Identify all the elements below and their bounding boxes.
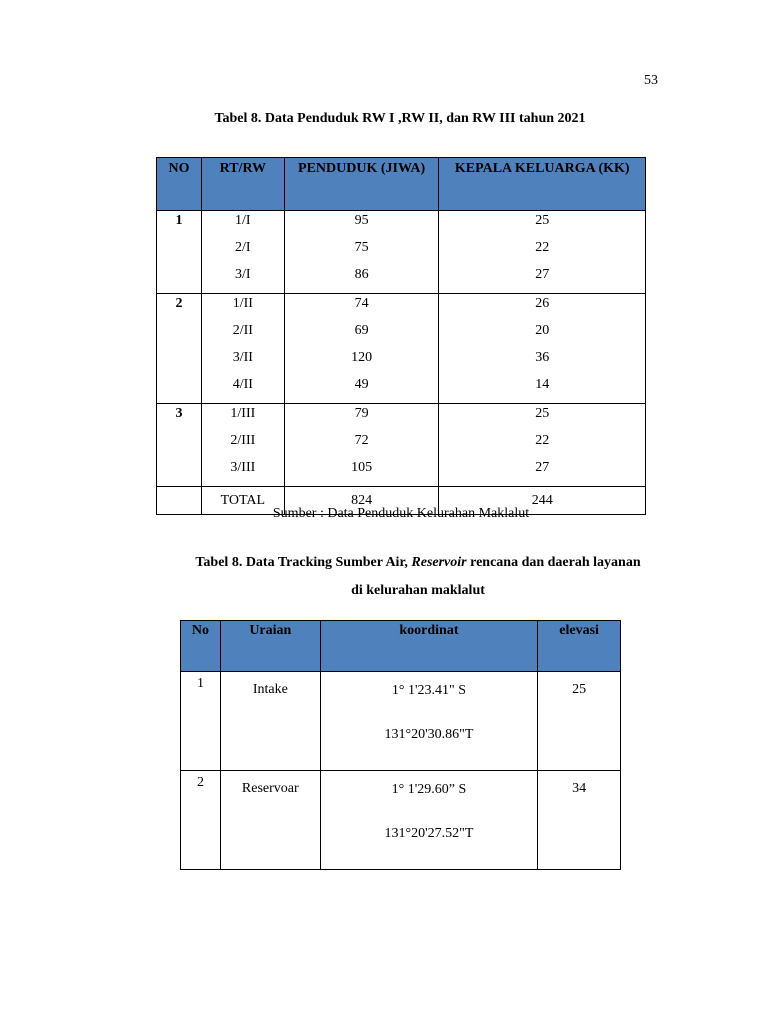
table1-source: Sumber : Data Penduduk Kelurahan Maklalut <box>272 506 530 521</box>
row-elevasi: 25 <box>538 672 621 771</box>
total-label: TOTAL <box>201 487 284 515</box>
header-penduduk: PENDUDUK (JIWA) <box>284 158 439 211</box>
row-elevasi: 34 <box>538 771 621 870</box>
penduduk-cell: 79 72 105 <box>284 404 439 487</box>
water-source-table <box>180 620 621 870</box>
row-koordinat: 1° 1'23.41" S 131°20'30.86"T <box>320 672 537 771</box>
table-row <box>157 211 646 294</box>
total-kk: 244 <box>439 487 646 515</box>
table2-caption-line2: di kelurahan maklalut <box>351 583 485 598</box>
group-no: 3 <box>157 404 202 487</box>
header-kepala-keluarga: KEPALA KELUARGA (KK) <box>439 158 646 211</box>
kk-cell: 25 22 27 <box>439 404 646 487</box>
table-row <box>181 672 621 771</box>
population-table <box>156 157 646 515</box>
row-uraian: Reservoar <box>220 771 320 870</box>
row-koordinat: 1° 1'29.60” S 131°20'27.52"T <box>320 771 537 870</box>
penduduk-cell: 74 69 120 49 <box>284 294 439 404</box>
kk-cell: 25 22 27 <box>439 211 646 294</box>
row-no: 1 <box>181 672 221 771</box>
rt-cell: 1/I 2/I 3/I <box>201 211 284 294</box>
page-number: 53 <box>644 73 658 88</box>
table2-caption: Tabel 8. Data Tracking Sumber Air, Reservoir rencana dan daerah layanan <box>195 555 641 570</box>
row-uraian: Intake <box>220 672 320 771</box>
group-no: 1 <box>157 211 202 294</box>
header-no: No <box>181 621 221 672</box>
header-uraian: Uraian <box>220 621 320 672</box>
table-row <box>157 294 646 404</box>
header-elevasi: elevasi <box>538 621 621 672</box>
kk-cell: 26 20 36 14 <box>439 294 646 404</box>
total-penduduk: 824 <box>284 487 439 515</box>
table1-caption: Tabel 8. Data Penduduk RW I ,RW II, dan RW III tahun 2021 <box>214 111 586 126</box>
table-header-row <box>157 158 646 211</box>
group-no: 2 <box>157 294 202 404</box>
rt-cell: 1/II 2/II 3/II 4/II <box>201 294 284 404</box>
table-row <box>157 404 646 487</box>
header-no: NO <box>157 158 202 211</box>
header-koordinat: koordinat <box>320 621 537 672</box>
header-rt-rw: RT/RW <box>201 158 284 211</box>
table-row <box>181 771 621 870</box>
caption-italic-word: Reservoir <box>411 555 467 570</box>
rt-cell: 1/III 2/III 3/III <box>201 404 284 487</box>
penduduk-cell: 95 75 86 <box>284 211 439 294</box>
row-no: 2 <box>181 771 221 870</box>
table-header-row <box>181 621 621 672</box>
